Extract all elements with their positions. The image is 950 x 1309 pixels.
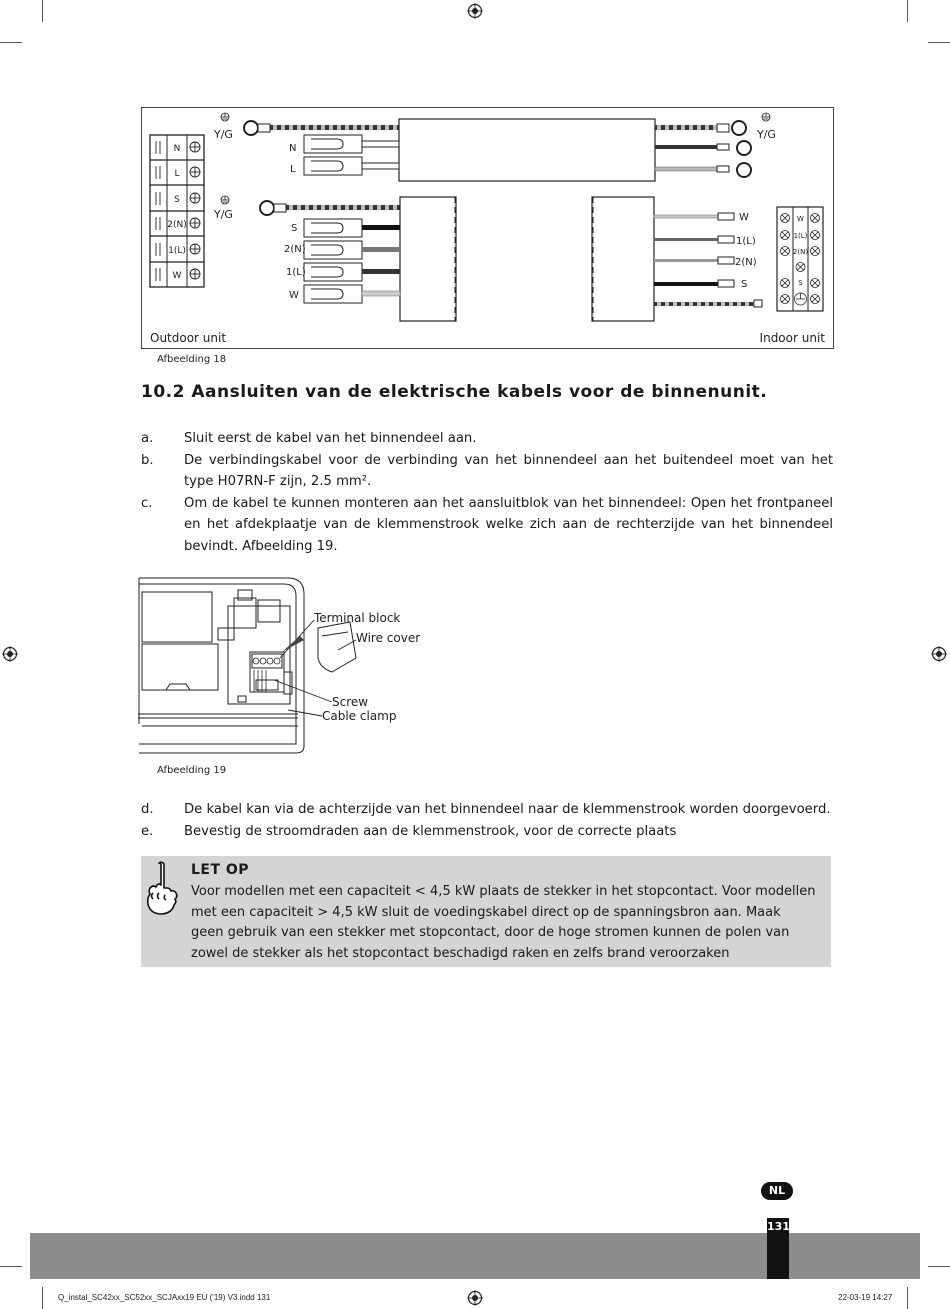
indoor-terminal-label: 1(L): [793, 232, 808, 240]
language-badge: NL: [761, 1182, 793, 1200]
file-slug: Q_instal_SC42xx_SC52xx_SCJAxx19 EU ('19) V3.indd 131: [58, 1293, 271, 1302]
note-title: LET OP: [191, 862, 250, 878]
outdoor-terminal-label: W: [172, 271, 182, 281]
section-title: 10.2 Aansluiten van de elektrische kabels voor de binnenunit.: [141, 382, 768, 402]
list-item: [141, 493, 833, 558]
list-text: De verbindingskabel voor de verbinding van het binnendeel aan het buitendeel moet van het type H07RN-F zijn, 2.5 mm².: [184, 452, 833, 489]
outdoor-terminal-label: 1(L): [168, 246, 186, 256]
conductor-label: S: [291, 223, 298, 234]
indoor-terminal-label: S: [798, 279, 803, 287]
indoor-terminal-label: 2(N): [792, 248, 809, 256]
list-text: Om de kabel te kunnen monteren aan het aansluitblok van het binnendeel: Open het frontpaneel en het afdekplaatje van de klemmenstrook welke zich aan de rechterzijde van het binnendeel bevindt. Afbeelding 19.: [184, 495, 833, 554]
list-marker: c.: [141, 495, 153, 511]
terminal-block-illustration: [138, 576, 428, 756]
outdoor-terminal-label: 2(N): [167, 220, 187, 230]
crop-mark: [928, 1266, 950, 1267]
outdoor-unit-label: Outdoor unit: [150, 331, 227, 345]
list-item: [141, 428, 833, 450]
list-item: [141, 799, 833, 821]
step-list: [141, 799, 833, 842]
list-marker: a.: [141, 431, 154, 446]
conductor-label: L: [290, 164, 296, 175]
page-number: 131: [767, 1220, 790, 1233]
conductor-label: 2(N): [284, 244, 306, 255]
power-cable: [244, 119, 751, 181]
indoor-terminal-block: [777, 207, 823, 311]
list-text: Bevestig de stroomdraden aan de klemmenstrook, voor de correcte plaats: [184, 823, 677, 839]
earth-label: Y/G: [214, 128, 233, 141]
outdoor-terminal-block: [150, 135, 204, 287]
registration-mark-icon: [931, 646, 947, 662]
conductor-label: W: [739, 212, 749, 223]
crop-mark: [0, 1266, 22, 1267]
crop-mark: [907, 0, 908, 22]
list-marker: b.: [141, 452, 154, 468]
figure-caption: Afbeelding 18: [157, 354, 227, 365]
list-marker: d.: [141, 802, 154, 817]
callout-screw: Screw: [332, 695, 369, 709]
wiring-diagram: [141, 107, 835, 350]
outdoor-terminal-label: S: [174, 195, 180, 205]
indoor-unit-label: Indoor unit: [759, 331, 825, 345]
list-text: Sluit eerst de kabel van het binnendeel aan.: [184, 431, 477, 446]
outdoor-terminal-label: N: [173, 144, 181, 154]
step-list: [141, 428, 833, 557]
indoor-terminal-label: W: [797, 215, 804, 223]
earth-label: Y/G: [757, 128, 776, 141]
earth-label: Y/G: [214, 208, 233, 221]
figure-caption: Afbeelding 19: [157, 765, 227, 776]
crop-mark: [42, 1287, 43, 1309]
registration-mark-icon: [2, 646, 18, 662]
note-body: Voor modellen met een capaciteit < 4,5 kW plaats de stekker in het stopcontact. Voor modellen met een capaciteit > 4,5 kW sluit de voedingskabel direct op de spanningsbron aan. Maak geen gebruik van een stekker met stopcontact, door de hoge stromen kunnen de polen van zowel de stekker als het stopcontact beschadigd raken en zelfs brand veroorzaken: [191, 884, 816, 961]
warning-note: [141, 856, 831, 967]
registration-mark-icon: [467, 1290, 483, 1306]
crop-mark: [0, 42, 22, 43]
list-text: De kabel kan via de achterzijde van het binnendeel naar de klemmenstrook worden doorgevoerd.: [184, 802, 831, 817]
registration-mark-icon: [467, 3, 483, 19]
callout-wire-cover: Wire cover: [356, 631, 421, 645]
callout-terminal-block: Terminal block: [314, 611, 401, 625]
pointing-hand-icon: [145, 860, 179, 916]
list-item: [141, 450, 833, 493]
interconnect-cable-outdoor-end: [260, 197, 456, 321]
conductor-label: W: [289, 290, 299, 301]
crop-mark: [42, 0, 43, 22]
conductor-label: 1(L): [286, 267, 306, 278]
outdoor-terminal-label: L: [174, 169, 180, 179]
list-marker: e.: [141, 823, 154, 839]
conductor-label: S: [741, 279, 748, 290]
conductor-label: 1(L): [736, 236, 756, 247]
conductor-label: N: [289, 143, 297, 154]
date-slug: 22-03-19 14:27: [838, 1293, 893, 1302]
crop-mark: [907, 1287, 908, 1309]
crop-mark: [928, 42, 950, 43]
callout-cable-clamp: Cable clamp: [322, 709, 397, 723]
list-item: [141, 821, 833, 843]
conductor-label: 2(N): [735, 257, 757, 268]
